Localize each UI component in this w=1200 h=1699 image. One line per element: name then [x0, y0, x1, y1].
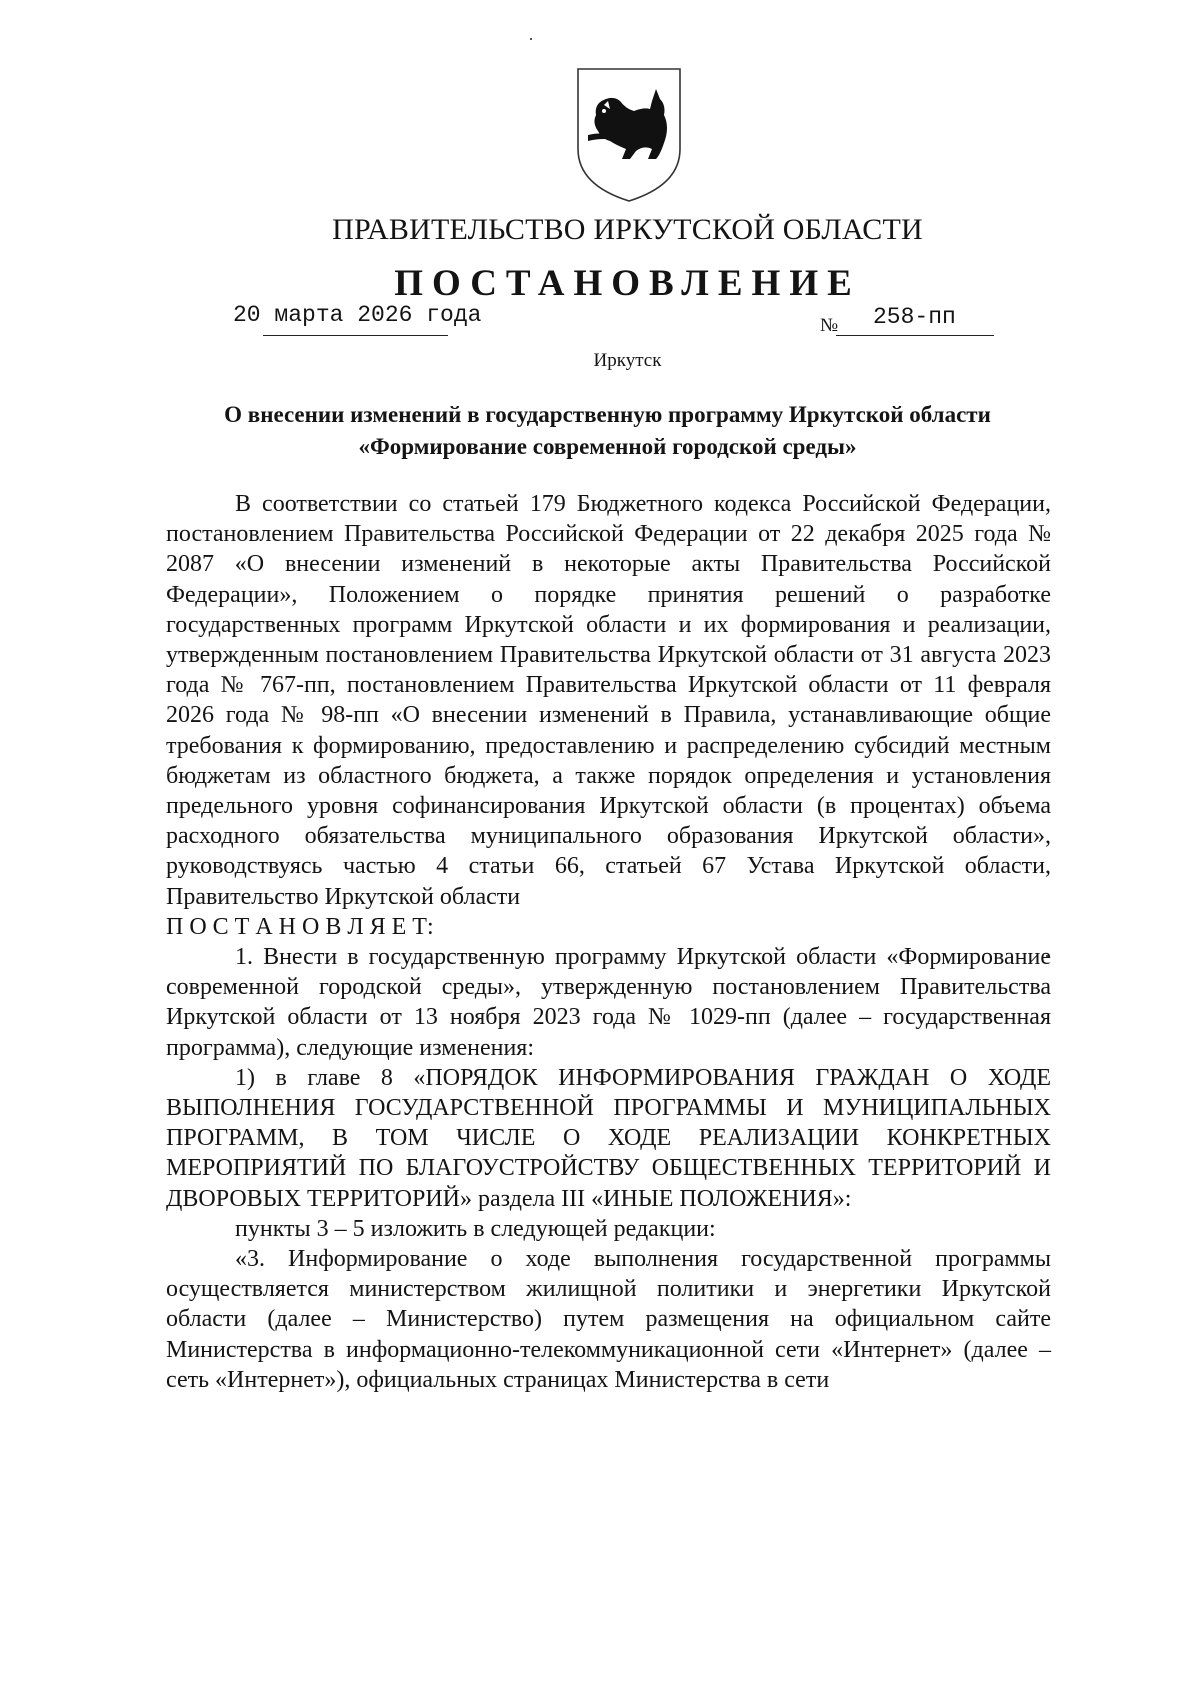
preamble-paragraph: В соответствии со статьей 179 Бюджетного кодекса Российской Федерации, постановлением Правительства Российской Федерации от 22 декабря 2025 года № 2087 «О внесении изменений в некоторые акты Правительства Российской Федерации», Положением о порядке принятия решений о разработке государственных программ Иркутской области и их формирования и реализации, утвержденным постановлением Правительства Иркутской области от 31 августа 2023 года № 767-пп, постановлением Правительства Иркутской области от 11 февраля 2026 года № 98-пп «О внесении изменений в Правила, устанавливающие общие требования к формированию, предоставлению и распределению субсидий местным бюджетам из областного бюджета, а также порядок определения и установления предельного уровня софинансирования Иркутской области (в процентах) объема расходного обязательства муниципального образования Иркутской области», руководствуясь частью 4 статьи 66, статьей 67 Устава Иркутской области, Правительство Иркутской области [166, 491, 1051, 910]
resolves-heading: П О С Т А Н О В Л Я Е Т: [166, 913, 434, 940]
document-date: 20 марта 2026 года [233, 302, 482, 328]
document-title [160, 399, 1055, 463]
title-line-2: «Формирование современной городской среды» [358, 434, 857, 459]
document-body [166, 489, 1051, 1395]
item-1-1-paragraph: 1) в главе 8 «ПОРЯДОК ИНФОРМИРОВАНИЯ ГРАЖДАН О ХОДЕ ВЫПОЛНЕНИЯ ГОСУДАРСТВЕННОЙ ПРОГРАММЫ И МУНИЦИПАЛЬНЫХ ПРОГРАММ, В ТОМ ЧИСЛЕ О ХОДЕ РЕАЛИЗАЦИИ КОНКРЕТНЫХ МЕРОПРИЯТИЙ ПО БЛАГОУСТРОЙСТВУ ОБЩЕСТВЕННЫХ ТЕРРИТОРИЙ И ДВОРОВЫХ ТЕРРИТОРИЙ» раздела III «ИНЫЕ ПОЛОЖЕНИЯ»: [166, 1064, 1051, 1212]
scan-speck [530, 38, 532, 40]
city-name: Иркутск [593, 350, 662, 371]
irkutsk-coat-of-arms-icon [574, 65, 684, 205]
title-line-1: О внесении изменений в государственную программу Иркутской области [224, 402, 991, 427]
number-underline [836, 335, 994, 336]
government-name: ПРАВИТЕЛЬСТВО ИРКУТСКОЙ ОБЛАСТИ [332, 213, 923, 246]
number-sign: № [820, 315, 839, 336]
item-1-1-instruction: пункты 3 – 5 изложить в следующей редакции: [235, 1215, 716, 1242]
document-number: 258-пп [873, 304, 956, 330]
item-1-paragraph: 1. Внести в государственную программу Иркутской области «Формирование современной городской среды», утвержденную постановлением Правительства Иркутской области от 13 ноября 2023 года № 1029-пп (далее – государственная программа), следующие изменения: [166, 944, 1051, 1061]
quoted-point-3: «3. Информирование о ходе выполнения государственной программы осуществляется министерством жилищной политики и энергетики Иркутской области (далее – Министерство) путем размещения на официальном сайте Министерства в информационно-телекоммуникационной сети «Интернет» (далее – сеть «Интернет»), официальных страницах Министерства в сети [166, 1246, 1051, 1393]
date-underline [263, 335, 448, 336]
document-type: ПОСТАНОВЛЕНИЕ [394, 263, 861, 304]
